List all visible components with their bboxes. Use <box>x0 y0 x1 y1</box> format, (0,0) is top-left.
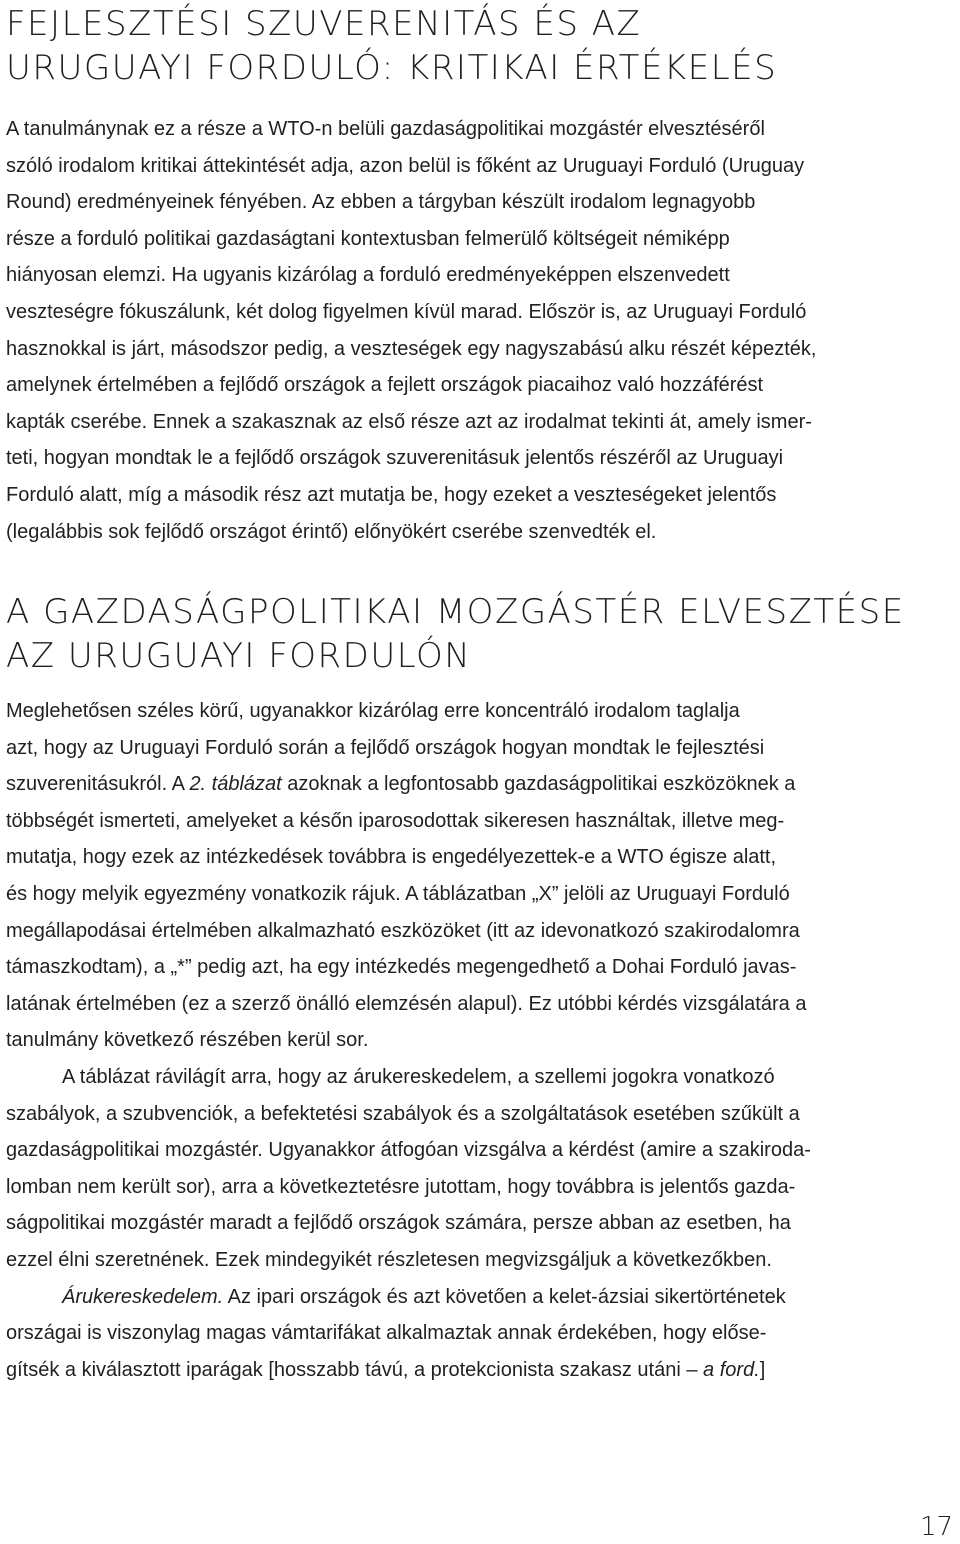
text-run: gítsék a kiválasztott iparágak [hosszabb távú, a protekcionista szakasz utáni – <box>6 1358 704 1381</box>
text-line: A táblázat rávilágít arra, hogy az árukereskedelem, a szellemi jogokra vonatkozó <box>62 1065 775 1088</box>
text-line: hiányosan elemzi. Ha ugyanis kizárólag a forduló eredményeképpen elszenvedett <box>6 264 730 287</box>
text-line: Forduló alatt, míg a második rész azt mutatja be, hogy ezeket a veszteségeket jelentős <box>6 483 777 506</box>
text-line: támaszkodtam), a „*” pedig azt, ha egy intézkedés megengedhető a Dohai Forduló javas- <box>6 956 797 979</box>
text-line: tanulmány következő részében kerül sor. <box>6 1029 369 1052</box>
paragraph-1 <box>6 693 946 1059</box>
text-line: többségét ismerteti, amelyeket a későn iparosodottak sikeresen használtak, illetve meg- <box>6 809 785 832</box>
heading-line: FEJLESZTÉSI SZUVERENITÁS ÉS AZ <box>6 4 642 44</box>
text-line: azt, hogy az Uruguayi Forduló során a fejlődő országok hogyan mondtak le fejlesztési <box>6 736 765 759</box>
text-run: ] <box>759 1358 766 1381</box>
paragraph-3 <box>6 1279 946 1389</box>
text-line: veszteségre fókuszálunk, két dolog figyelmen kívül marad. Először is, az Uruguayi Forduló <box>6 300 807 323</box>
text-line: Meglehetősen széles körű, ugyanakkor kizárólag erre koncentráló irodalom taglalja <box>6 700 740 722</box>
text-line <box>6 1279 946 1316</box>
text-line: szabályok, a szubvenciók, a befektetési szabályok és a szolgáltatások esetében szűkült a <box>6 1102 800 1125</box>
text-run: Az ipari országok és azt követően a kelet-ázsiai sikertörténetek <box>223 1285 786 1308</box>
text-run: azoknak a legfontosabb gazdaságpolitikai eszközöknek a <box>281 773 796 796</box>
heading-line: URUGUAYI FORDULÓ: KRITIKAI ÉRTÉKELÉS <box>6 48 778 88</box>
text-line: ságpolitikai mozgástér maradt a fejlődő országok számára, persze abban az esetben, ha <box>6 1212 791 1235</box>
text-line: része a forduló politikai gazdaságtani kontextusban felmerülő költségeit némiképp <box>6 227 730 250</box>
text-line: ezzel élni szeretnének. Ezek mindegyikét részletesen megvizsgáljuk a következőkben. <box>6 1248 772 1271</box>
text-line: Round) eredményeinek fényében. Az ebben a tárgyban készült irodalom legnagyobb <box>6 191 756 214</box>
table-reference: 2. táblázat <box>189 773 282 796</box>
text-line: latának értelmében (ez a szerző önálló elemzésén alapul). Ez utóbbi kérdés vizsgálatára a <box>6 992 807 1015</box>
text-line: mutatja, hogy ezek az intézkedések továbbra is engedélyezettek-e a WTO égisze alatt, <box>6 846 777 869</box>
text-line: kapták cserébe. Ennek a szakasznak az első része azt az irodalmat tekinti át, amely ismer- <box>6 410 812 433</box>
heading-line: AZ URUGUAYI FORDULÓN <box>6 636 472 676</box>
text-line: szóló irodalom kritikai áttekintését adja, azon belül is főként az Uruguayi Forduló (Uruguay <box>6 154 805 177</box>
text-line: lomban nem került sor), arra a következtetésre jutottam, hogy továbbra is jelentős gazda- <box>6 1175 796 1198</box>
text-line: hasznokkal is járt, másodszor pedig, a veszteségek egy nagyszabású alku részét képezték, <box>6 337 817 360</box>
text-line: teti, hogyan mondtak le a fejlődő országok szuverenitásuk jelentős részéről az Uruguayi <box>6 447 784 470</box>
text-line: A tanulmánynak ez a része a WTO-n belüli gazdaságpolitikai mozgástér elvesztéséről <box>6 118 765 140</box>
section-heading-main <box>0 2 946 90</box>
text-line: és hogy melyik egyezmény vonatkozik rájuk. A táblázatban „X” jelöli az Uruguayi Forduló <box>6 882 790 905</box>
text-run: szuverenitásukról. A <box>6 773 190 796</box>
text-line <box>6 1352 946 1389</box>
text-line: gazdaságpolitikai mozgástér. Ugyanakkor átfogóan vizsgálva a kérdést (amire a szakiroda- <box>6 1139 811 1162</box>
run-in-heading: Árukereskedelem. <box>62 1285 224 1308</box>
text-line: amelynek értelmében a fejlődő országok a fejlett országok piacaihoz való hozzáférést <box>6 374 764 397</box>
heading-line: A GAZDASÁGPOLITIKAI MOZGÁSTÉR ELVESZTÉSE <box>6 592 905 632</box>
text-line: országai is viszonylag magas vámtarifákat alkalmaztak annak érdekében, hogy elősе- <box>6 1322 767 1345</box>
section-heading-sub <box>0 590 946 678</box>
page-number: 17 <box>920 1512 954 1542</box>
intro-paragraph <box>6 111 946 550</box>
paragraph-2 <box>6 1059 946 1279</box>
section-body <box>6 693 946 1388</box>
text-line <box>6 766 946 803</box>
text-line: megállapodásai értelmében alkalmazható eszközöket (itt az idevonatkozó szakirodalomra <box>6 919 800 942</box>
translator-note: a ford. <box>703 1358 760 1381</box>
text-line: (legalábbis sok fejlődő országot érintő) előnyökért cserébe szenvedték el. <box>6 520 657 543</box>
